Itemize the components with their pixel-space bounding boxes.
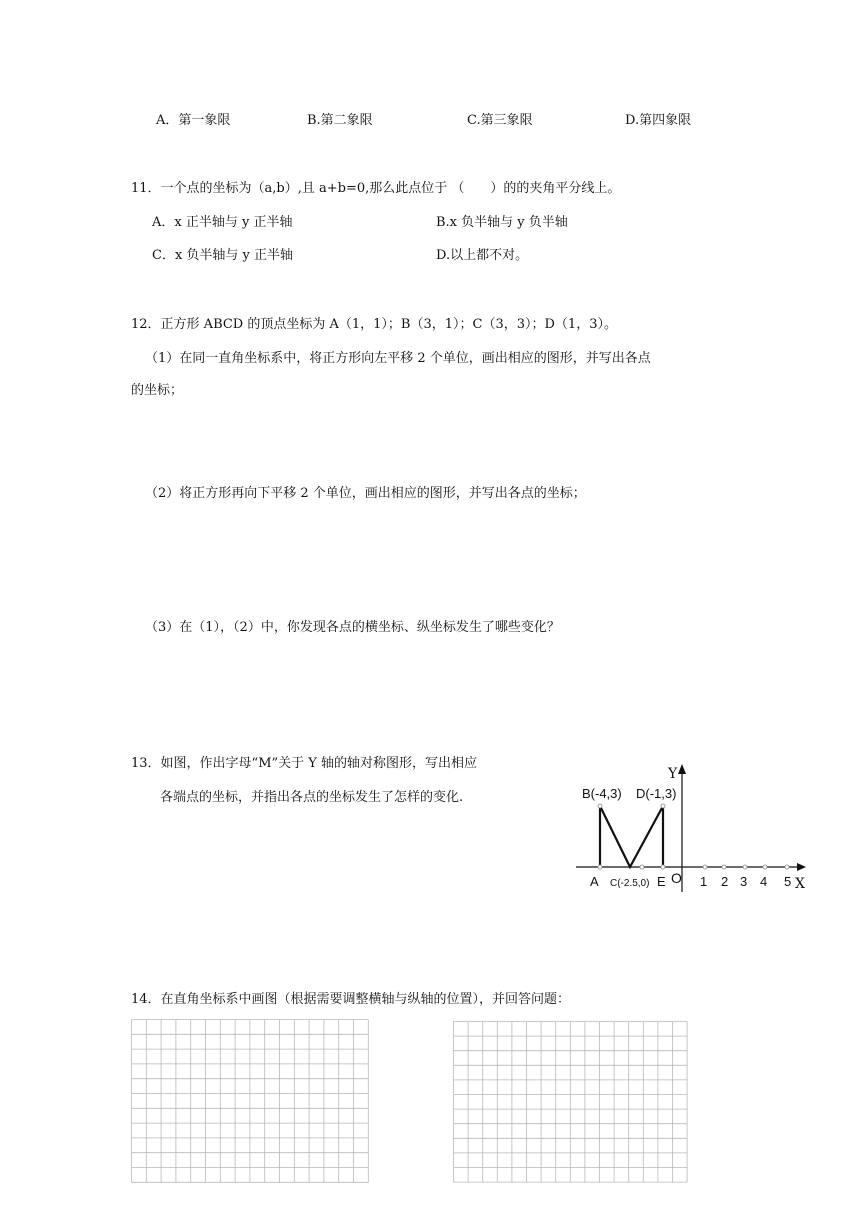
tick-dot — [703, 865, 707, 869]
grid-right — [453, 1021, 689, 1183]
label-point-e: E — [657, 874, 666, 889]
tick-dot — [661, 865, 665, 869]
tick-dot — [598, 865, 602, 869]
label-point-b: B(-4,3) — [582, 786, 622, 801]
tick-dot — [743, 865, 747, 869]
q13-line2: 各端点的坐标，并指出各点的坐标发生了怎样的变化. — [160, 790, 464, 805]
q10-option-b: B.第二象限 — [307, 113, 373, 128]
q11-stem: 11．一个点的坐标为（a,b）,且 a+b=0,那么此点位于 （ ）的的夹角平分线上。 — [131, 181, 621, 196]
q13-line1: 13．如图，作出字母“M”关于 Y 轴的轴对称图形，写出相应 — [131, 756, 477, 771]
grid-left — [131, 1019, 371, 1183]
x-tick-label: 4 — [760, 874, 768, 889]
x-tick-label: 1 — [700, 874, 708, 889]
q10-option-a: A．第一象限 — [156, 113, 231, 128]
tick-dot — [640, 865, 644, 869]
y-axis-arrow-icon — [678, 764, 686, 774]
tick-dot — [763, 865, 767, 869]
q10-option-d: D.第四象限 — [625, 113, 692, 128]
q11-option-b: B.x 负半轴与 y 负半轴 — [436, 215, 568, 230]
x-tick-label: 3 — [740, 874, 748, 889]
q11-option-c: C．x 负半轴与 y 正半轴 — [152, 248, 294, 263]
label-point-a: A — [590, 874, 599, 889]
x-tick-label: 2 — [721, 874, 729, 889]
q12-stem: 12．正方形 ABCD 的顶点坐标为 A（1，1）；B（3，1）；C（3，3）；D（1，3）。 — [131, 317, 617, 332]
q12-part1-line2: 的坐标； — [131, 383, 184, 398]
q14-stem: 14．在直角坐标系中画图（根据需要调整横轴与纵轴的位置），并回答问题： — [131, 992, 571, 1007]
y-axis-label: Y — [668, 766, 678, 782]
q10-option-c: C.第三象限 — [467, 113, 533, 128]
q12-part3: （3）在（1），（2）中，你发现各点的横坐标、纵坐标发生了哪些变化？ — [145, 620, 560, 635]
q11-option-a: A．x 正半轴与 y 正半轴 — [152, 215, 293, 230]
origin-label: O — [671, 870, 682, 886]
x-tick-label: 5 — [784, 874, 792, 889]
m-letter-shape — [600, 806, 663, 867]
tick-dot — [722, 865, 726, 869]
tick-dot — [598, 804, 602, 808]
x-axis-label: X — [795, 876, 805, 892]
label-point-c: C(-2.5,0) — [610, 878, 650, 889]
q12-part1-line1: （1）在同一直角坐标系中，将正方形向左平移 2 个单位，画出相应的图形，并写出各点 — [145, 351, 651, 366]
q11-option-d: D.以上都不对。 — [436, 248, 529, 263]
tick-dot — [661, 804, 665, 808]
x-axis-arrow-icon — [797, 863, 806, 871]
tick-dot — [785, 865, 789, 869]
q12-part2: （2）将正方形再向下平移 2 个单位，画出相应的图形，并写出各点的坐标； — [145, 486, 586, 501]
label-point-d: D(-1,3) — [636, 786, 677, 801]
